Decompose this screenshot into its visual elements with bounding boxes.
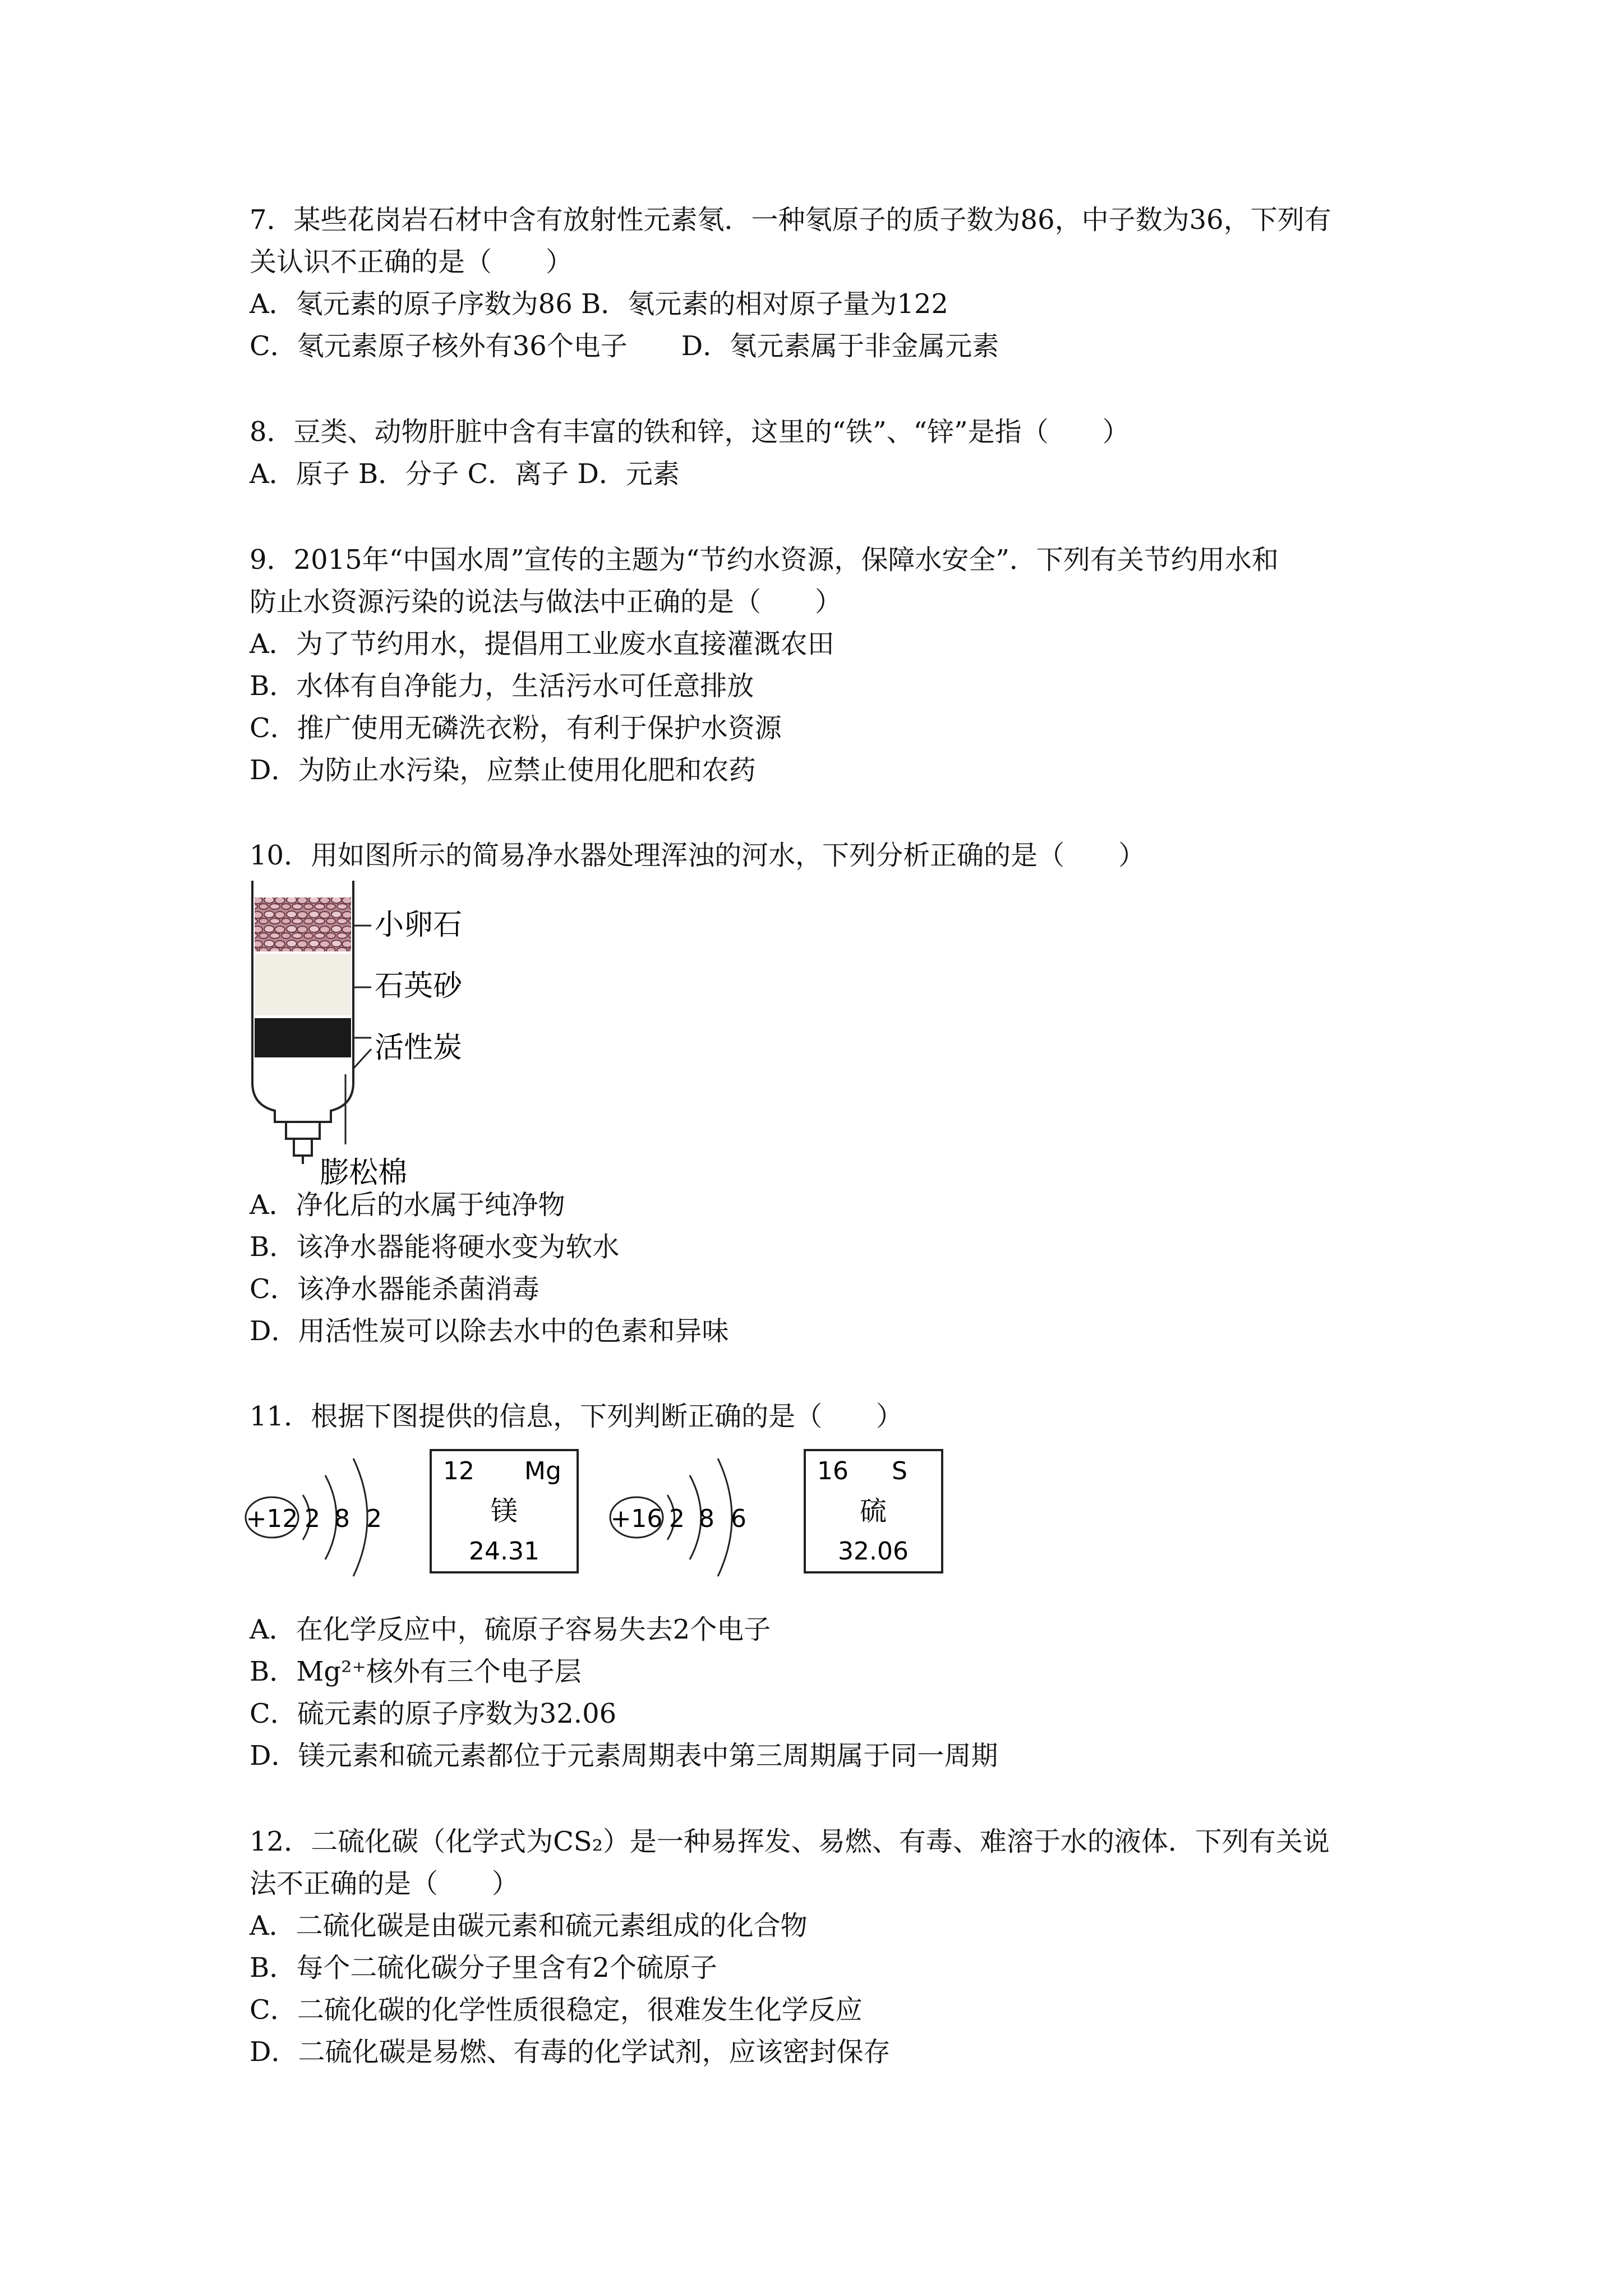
svg-text:镁: 镁 <box>490 1496 518 1527</box>
q12-stem-line-1: 12．二硫化碳（化学式为CS₂）是一种易挥发、易燃、有毒、难溶于水的液体．下列有关说 <box>250 1826 1330 1857</box>
q9-stem-line-1: 9．2015年“中国水周”宣传的主题为“节约水资源，保障水安全”．下列有关节约用水和 <box>250 544 1279 576</box>
svg-text:32.06: 32.06 <box>838 1537 909 1566</box>
q11-stem: 11．根据下图提供的信息，下列判断正确的是（ ） <box>250 1401 903 1432</box>
label-sand: 石英砂 <box>375 969 463 1003</box>
q12-option-a: A．二硫化碳是由碳元素和硫元素组成的化合物 <box>250 1910 808 1941</box>
q9-option-a: A．为了节约用水，提倡用工业废水直接灌溉农田 <box>250 628 834 660</box>
svg-text:6: 6 <box>731 1504 746 1533</box>
svg-text:8: 8 <box>334 1504 350 1533</box>
q9-option-c: C．推广使用无磷洗衣粉，有利于保护水资源 <box>250 712 782 744</box>
q11-option-d: D．镁元素和硫元素都位于元素周期表中第三周期属于同一周期 <box>250 1740 998 1772</box>
atom-structure-figure <box>241 1444 948 1590</box>
q12-option-d: D．二硫化碳是易燃、有毒的化学试剂，应该密封保存 <box>250 2036 891 2068</box>
svg-text:硫: 硫 <box>859 1496 887 1527</box>
water-purifier-figure <box>241 881 477 1189</box>
pebble-layer <box>255 898 351 951</box>
q9-option-d: D．为防止水污染，应禁止使用化肥和农药 <box>250 754 756 786</box>
q8-options: A．原子 B．分子 C．离子 D．元素 <box>250 458 680 490</box>
svg-text:2: 2 <box>366 1504 382 1533</box>
nozzle <box>286 1122 320 1139</box>
q9-stem-line-2: 防止水资源污染的说法与做法中正确的是（ ） <box>250 586 842 618</box>
svg-text:12: 12 <box>443 1457 474 1485</box>
q10-option-c: C．该净水器能杀菌消毒 <box>250 1273 540 1305</box>
q7-stem-line-2: 关认识不正确的是（ ） <box>250 246 573 278</box>
q12-stem-line-2: 法不正确的是（ ） <box>250 1868 519 1899</box>
q10-option-d: D．用活性炭可以除去水中的色素和异味 <box>250 1315 729 1347</box>
q7-stem-line-1: 7．某些花岗岩石材中含有放射性元素氡．一种氡原子的质子数为86，中子数为36，下列有 <box>250 204 1331 236</box>
mg-atom-diagram <box>246 1458 382 1576</box>
q11-option-c: C．硫元素的原子序数为32.06 <box>250 1698 617 1729</box>
q11-option-b: B．Mg²⁺核外有三个电子层 <box>250 1656 582 1687</box>
q9-option-b: B．水体有自净能力，生活污水可任意排放 <box>250 670 754 702</box>
nozzle-tip <box>294 1139 312 1156</box>
s-element-cell <box>805 1450 942 1572</box>
label-pebbles: 小卵石 <box>375 908 463 942</box>
sand-layer <box>255 954 351 1015</box>
svg-text:24.31: 24.31 <box>469 1537 540 1566</box>
q11-option-a: A．在化学反应中，硫原子容易失去2个电子 <box>250 1614 771 1645</box>
q12-option-c: C．二硫化碳的化学性质很稳定，很难发生化学反应 <box>250 1994 863 2026</box>
label-cotton: 膨松棉 <box>320 1156 408 1189</box>
svg-text:2: 2 <box>669 1504 685 1533</box>
carbon-layer <box>255 1018 351 1057</box>
q10-option-b: B．该净水器能将硬水变为软水 <box>250 1231 620 1263</box>
svg-text:8: 8 <box>699 1504 714 1533</box>
q7-option-line-1: A．氡元素的原子序数为86 B．氡元素的相对原子量为122 <box>250 288 948 320</box>
mg-element-cell <box>431 1450 578 1572</box>
q10-stem: 10．用如图所示的简易净水器处理浑浊的河水，下列分析正确的是（ ） <box>250 840 1146 871</box>
svg-text:+12: +12 <box>246 1504 298 1533</box>
q7-option-line-2: C．氡元素原子核外有36个电子 D．氡元素属于非金属元素 <box>250 330 999 362</box>
q8-stem: 8．豆类、动物肝脏中含有丰富的铁和锌，这里的“铁”、“锌”是指（ ） <box>250 416 1129 448</box>
q12-option-b: B．每个二硫化碳分子里含有2个硫原子 <box>250 1952 717 1984</box>
label-carbon: 活性炭 <box>375 1031 463 1065</box>
cotton-layer <box>255 1059 351 1076</box>
svg-text:+16: +16 <box>610 1504 663 1533</box>
q10-option-a: A．净化后的水属于纯净物 <box>250 1189 565 1221</box>
svg-text:Mg: Mg <box>524 1457 561 1485</box>
svg-text:16: 16 <box>817 1457 849 1485</box>
s-atom-diagram <box>610 1458 746 1576</box>
svg-text:2: 2 <box>305 1504 320 1533</box>
svg-text:S: S <box>892 1457 907 1485</box>
